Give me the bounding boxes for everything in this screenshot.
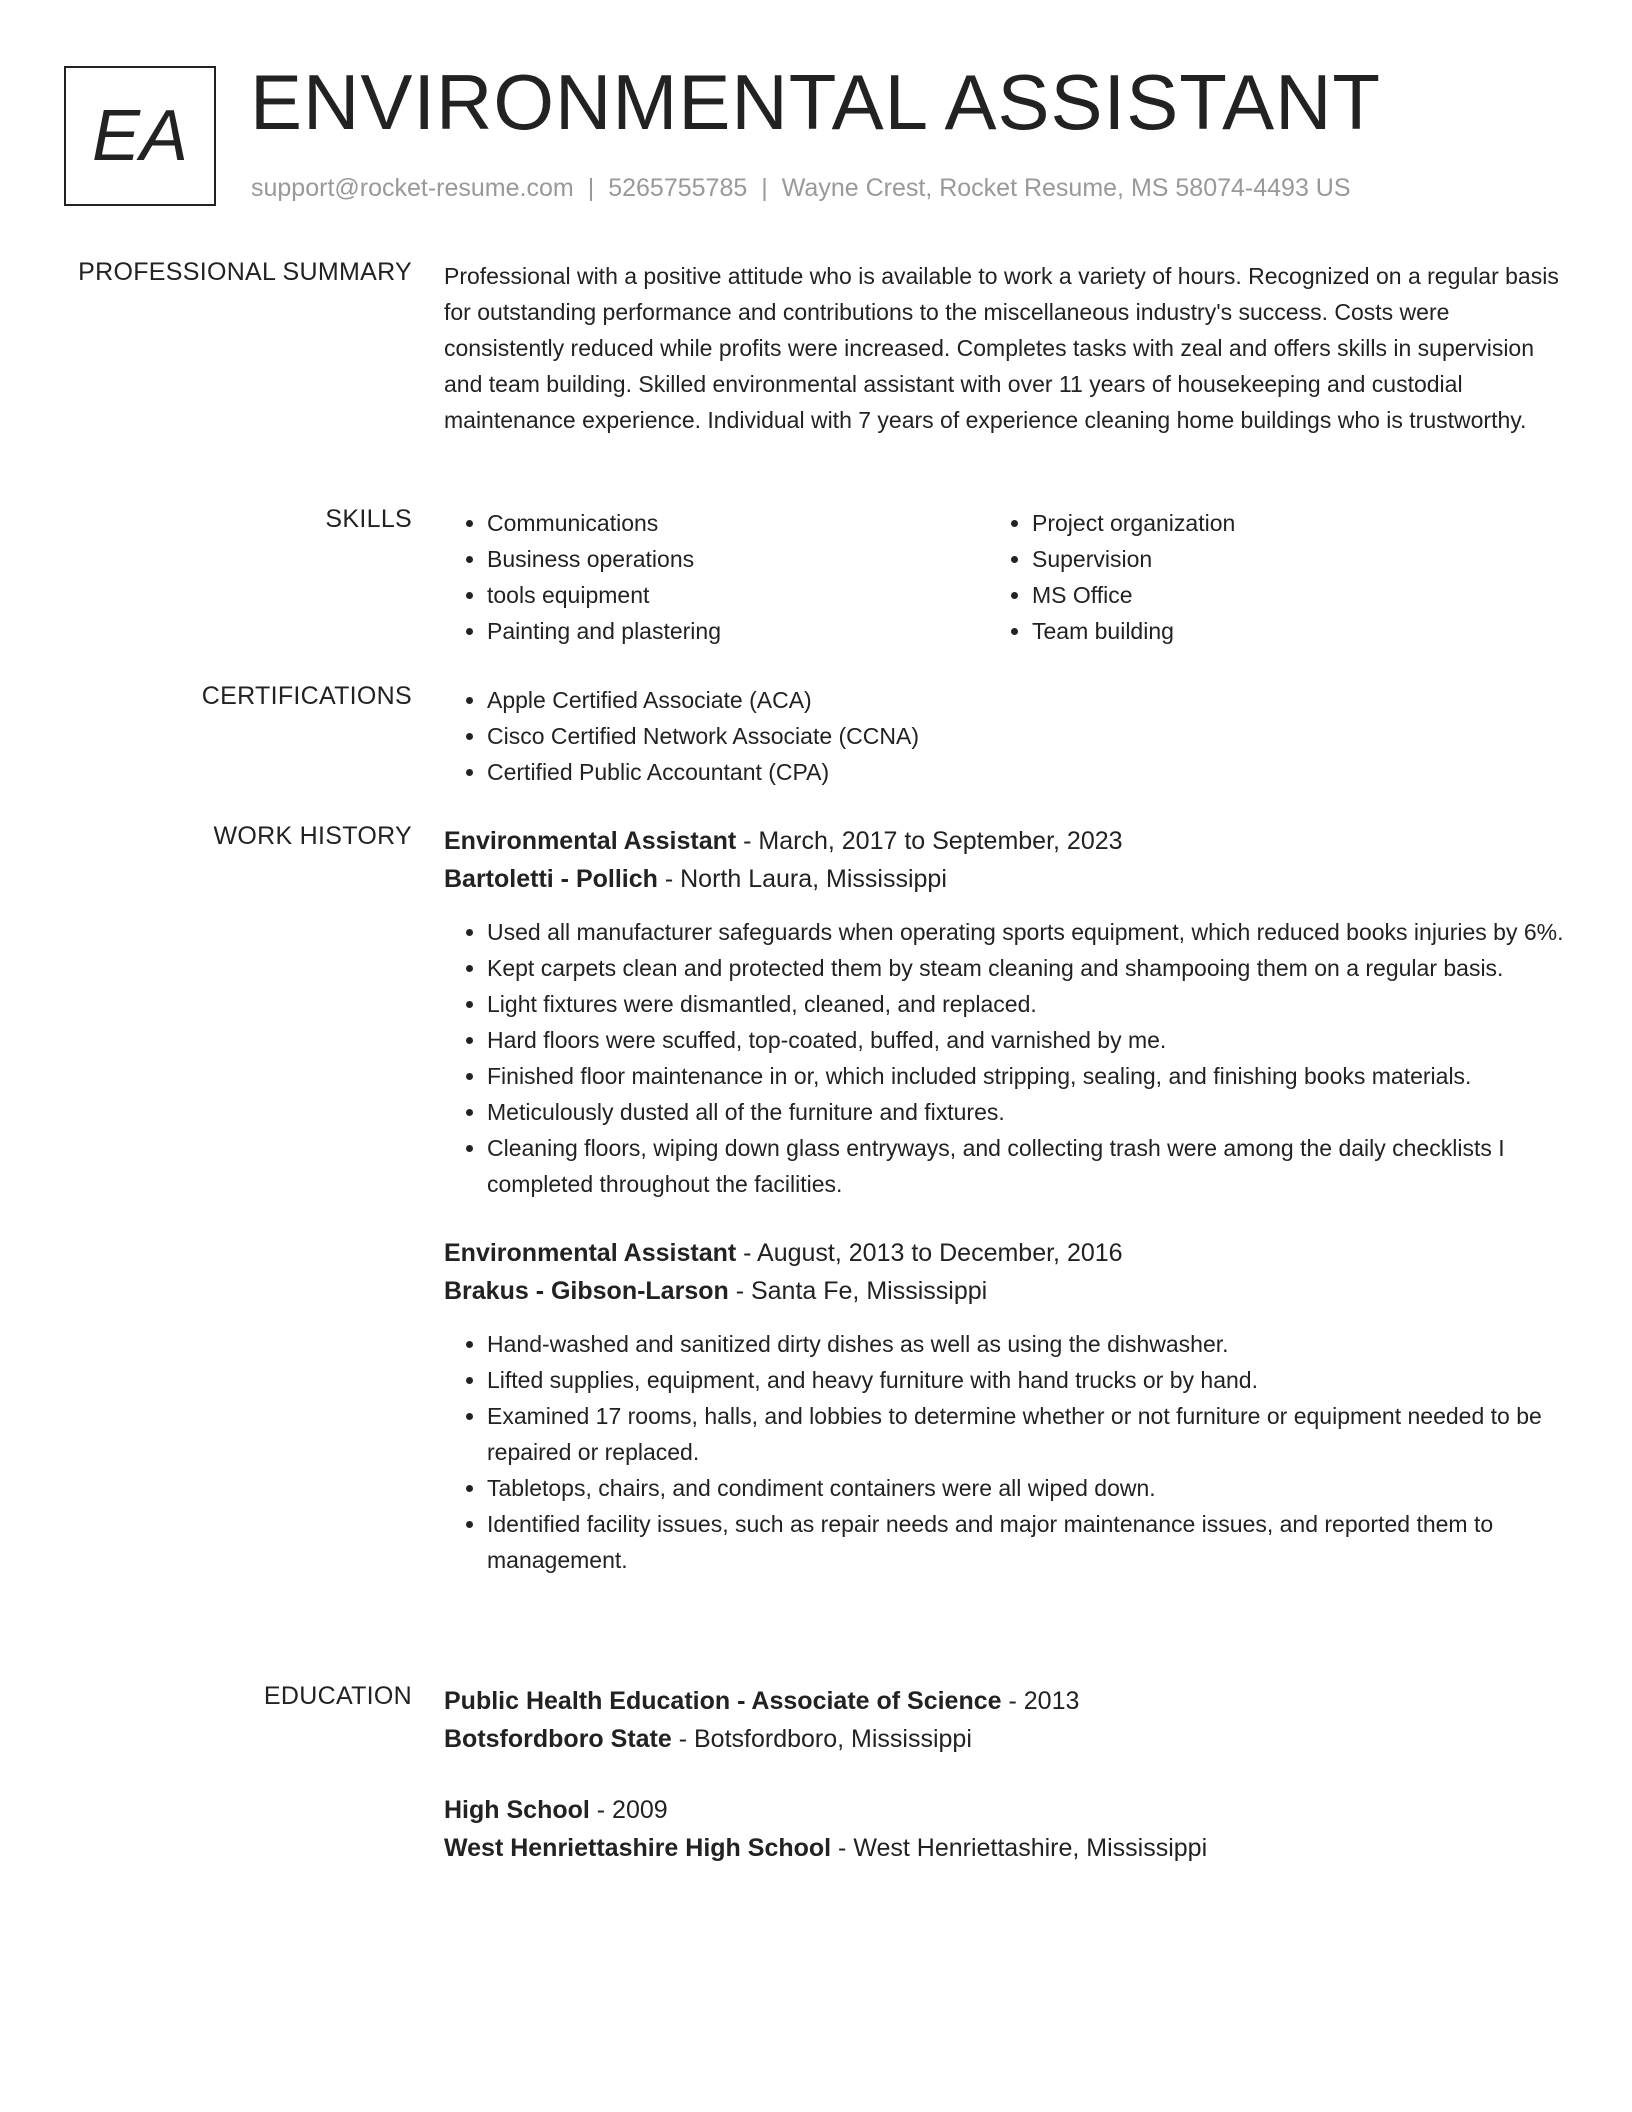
contact-address: Wayne Crest, Rocket Resume, MS 58074-4493 US [781,174,1351,202]
section-heading-education: EDUCATION [263,1682,412,1710]
job-bullets [444,914,1564,1202]
job-bullets [444,1326,1564,1578]
job-title: Environmental Assistant [444,827,737,855]
section-heading-summary: PROFESSIONAL SUMMARY [78,258,412,286]
education-degree: Public Health Education - Associate of Science [444,1687,1002,1715]
job-company-line [444,1272,1564,1310]
skill-item: • tools equipment [487,577,989,613]
section-heading-skills: SKILLS [325,505,412,533]
job-bullet: • Lifted supplies, equipment, and heavy furniture with hand trucks or by hand. [487,1362,1564,1398]
certifications-body [444,682,1564,790]
skills-body [444,505,1564,649]
work-history-body [444,822,1564,1578]
education-location: - Botsfordboro, Mississippi [671,1725,972,1753]
skill-item: • MS Office [1032,577,1534,613]
job-entry [444,1234,1564,1578]
job-bullet: • Finished floor maintenance in or, which included stripping, sealing, and finishing books materials. [487,1058,1564,1094]
job-entry [444,822,1564,1202]
job-bullet: • Meticulously dusted all of the furniture and fixtures. [487,1094,1564,1130]
certification-item: • Certified Public Accountant (CPA) [487,754,1564,790]
contact-separator: | [587,174,595,202]
job-bullet: • Identified facility issues, such as repair needs and major maintenance issues, and reported them to management. [487,1506,1564,1578]
summary-body [444,258,1564,438]
job-title-line [444,822,1564,860]
section-heading-work-history: WORK HISTORY [213,822,412,850]
certification-item: • Cisco Certified Network Associate (CCNA) [487,718,1564,754]
job-bullet: • Hand-washed and sanitized dirty dishes as well as using the dishwasher. [487,1326,1564,1362]
job-company-line [444,860,1564,898]
skill-item: • Painting and plastering [487,613,989,649]
education-entry [444,1791,1564,1867]
contact-separator: | [761,174,768,202]
job-title: Environmental Assistant [444,1239,737,1267]
job-company: Brakus - Gibson-Larson [444,1277,729,1305]
job-dates: - March, 2017 to September, 2023 [736,827,1123,855]
summary-text: Professional with a positive attitude who is available to work a variety of hours. Recognized on a regular basis for outstanding performance and contributions to the miscellaneous industry's success. Costs were consistently reduced while profits were increased. Completes tasks with zeal and offers skills in supervision and team building. Skilled environmental assistant with over 11 years of housekeeping and custodial maintenance experience. Individual with 7 years of experience cleaning home buildings who is trustworthy. [444,263,1559,433]
certifications-list [444,682,1564,790]
section-heading-certifications: CERTIFICATIONS [201,682,412,710]
job-bullet: • Kept carpets clean and protected them by steam cleaning and shampooing them on a regular basis. [487,950,1564,986]
education-body [444,1682,1564,1867]
education-entry [444,1682,1564,1758]
job-bullet: • Used all manufacturer safeguards when operating sports equipment, which reduced books injuries by 6%. [487,914,1564,950]
job-bullet: • Hard floors were scuffed, top-coated, buffed, and varnished by me. [487,1022,1564,1058]
job-bullet: • Tabletops, chairs, and condiment containers were all wiped down. [487,1470,1564,1506]
skills-list [444,505,1564,649]
education-degree-line [444,1682,1564,1720]
job-bullet: • Cleaning floors, wiping down glass entryways, and collecting trash were among the daily checklists I completed throughout the facilities. [487,1130,1564,1202]
education-year: - 2013 [1001,1687,1080,1715]
page-title: ENVIRONMENTAL ASSISTANT [250,58,1382,146]
job-bullet: • Light fixtures were dismantled, cleaned, and replaced. [487,986,1564,1022]
skill-item: • Project organization [1032,505,1534,541]
education-school-line [444,1720,1564,1758]
education-degree: High School [444,1796,590,1824]
education-degree-line [444,1791,1564,1829]
education-school: Botsfordboro State [444,1725,672,1753]
contact-email[interactable]: support@rocket-resume.com [251,174,574,202]
job-bullet: • Examined 17 rooms, halls, and lobbies to determine whether or not furniture or equipment needed to be repaired or replaced. [487,1398,1564,1470]
job-company: Bartoletti - Pollich [444,865,658,893]
monogram: EA [64,66,216,206]
education-location: - West Henriettashire, Mississippi [831,1834,1208,1862]
skill-item: • Communications [487,505,989,541]
skill-item: • Supervision [1032,541,1534,577]
job-location: - Santa Fe, Mississippi [728,1277,988,1305]
education-year: - 2009 [589,1796,668,1824]
certification-item: • Apple Certified Associate (ACA) [487,682,1564,718]
skill-item: • Business operations [487,541,989,577]
education-school-line [444,1829,1564,1867]
education-school: West Henriettashire High School [444,1834,832,1862]
job-dates: - August, 2013 to December, 2016 [736,1239,1123,1267]
contact-line [251,174,1351,203]
job-title-line [444,1234,1564,1272]
job-location: - North Laura, Mississippi [657,865,947,893]
skill-item: • Team building [1032,613,1534,649]
contact-phone[interactable]: 5265755785 [608,174,748,202]
